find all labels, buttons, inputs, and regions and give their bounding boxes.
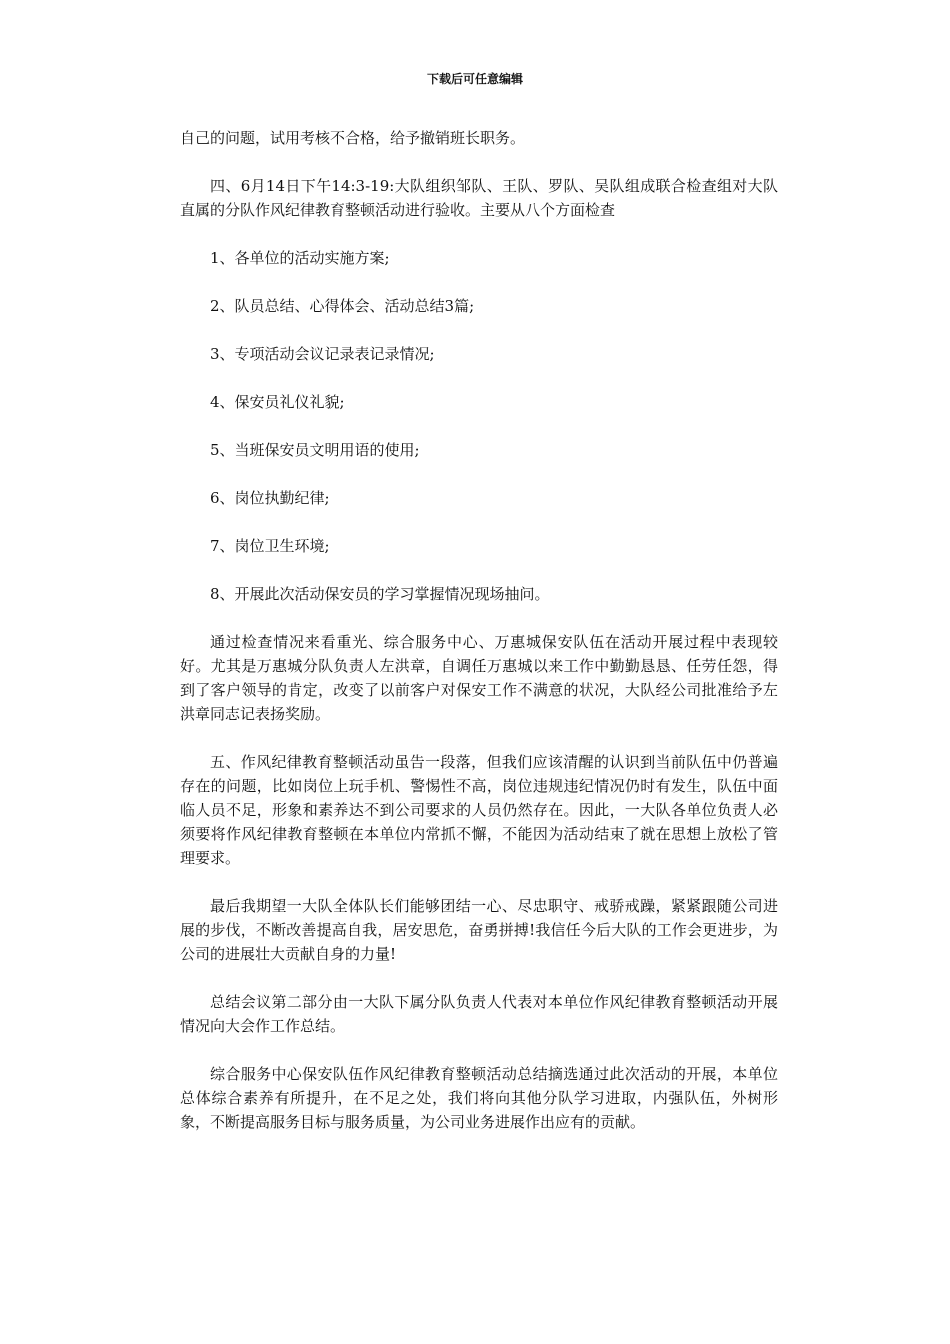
page-header: 下载后可任意编辑 <box>426 72 523 86</box>
document-body <box>180 126 778 1158</box>
list-item: 8、开展此次活动保安员的学习掌握情况现场抽问。 <box>210 585 550 603</box>
paragraph-service-center-summary: 综合服务中心保安队伍作风纪律教育整顿活动总结摘选通过此次活动的开展，本单位总体综合素养有所提升，在不足之处，我们将向其他分队学习进取，内强队伍，外树形象，不断提高服务目标与服务质量，为公司业务进展作出应有的贡献。 <box>180 1065 778 1131</box>
paragraph-closing-hope: 最后我期望一大队全体队长们能够团结一心、尽忠职守、戒骄戒躁，紧紧跟随公司进展的步伐，不断改善提高自我，居安思危，奋勇拼搏!我信任今后大队的工作会更进步，为公司的进展壮大贡献自身的力量! <box>180 897 778 963</box>
paragraph-continuation: 自己的问题，试用考核不合格，给予撤销班长职务。 <box>180 129 526 147</box>
paragraph-section-five: 五、作风纪律教育整顿活动虽告一段落，但我们应该清醒的认识到当前队伍中仍普遍存在的问题，比如岗位上玩手机、警惕性不高，岗位违规违纪情况仍时有发生，队伍中面临人员不足，形象和素养达不到公司要求的人员仍然存在。因此，一大队各单位负责人必须要将作风纪律教育整顿在本单位内常抓不懈，不能因为活动结束了就在思想上放松了管理要求。 <box>180 753 778 867</box>
list-item: 6、岗位执勤纪律; <box>210 489 330 507</box>
list-item: 7、岗位卫生环境; <box>210 537 330 555</box>
list-item: 3、专项活动会议记录表记录情况; <box>210 345 435 363</box>
paragraph-second-part: 总结会议第二部分由一大队下属分队负责人代表对本单位作风纪律教育整顿活动开展情况向大会作工作总结。 <box>180 993 778 1035</box>
list-item: 1、各单位的活动实施方案; <box>210 249 390 267</box>
list-item: 5、当班保安员文明用语的使用; <box>210 441 420 459</box>
list-item: 2、队员总结、心得体会、活动总结3篇; <box>210 297 475 315</box>
paragraph-inspection-result: 通过检查情况来看重光、综合服务中心、万惠城保安队伍在活动开展过程中表现较好。尤其是万惠城分队负责人左洪章，自调任万惠城以来工作中勤勤恳恳、任劳任怨，得到了客户领导的肯定，改变了以前客户对保安工作不满意的状况，大队经公司批准给予左洪章同志记表扬奖励。 <box>180 633 778 723</box>
paragraph-section-four: 四、6月14日下午14:3-19:大队组织邹队、王队、罗队、吴队组成联合检查组对大队直属的分队作风纪律教育整顿活动进行验收。主要从八个方面检查 <box>180 177 778 219</box>
list-item: 4、保安员礼仪礼貌; <box>210 393 345 411</box>
